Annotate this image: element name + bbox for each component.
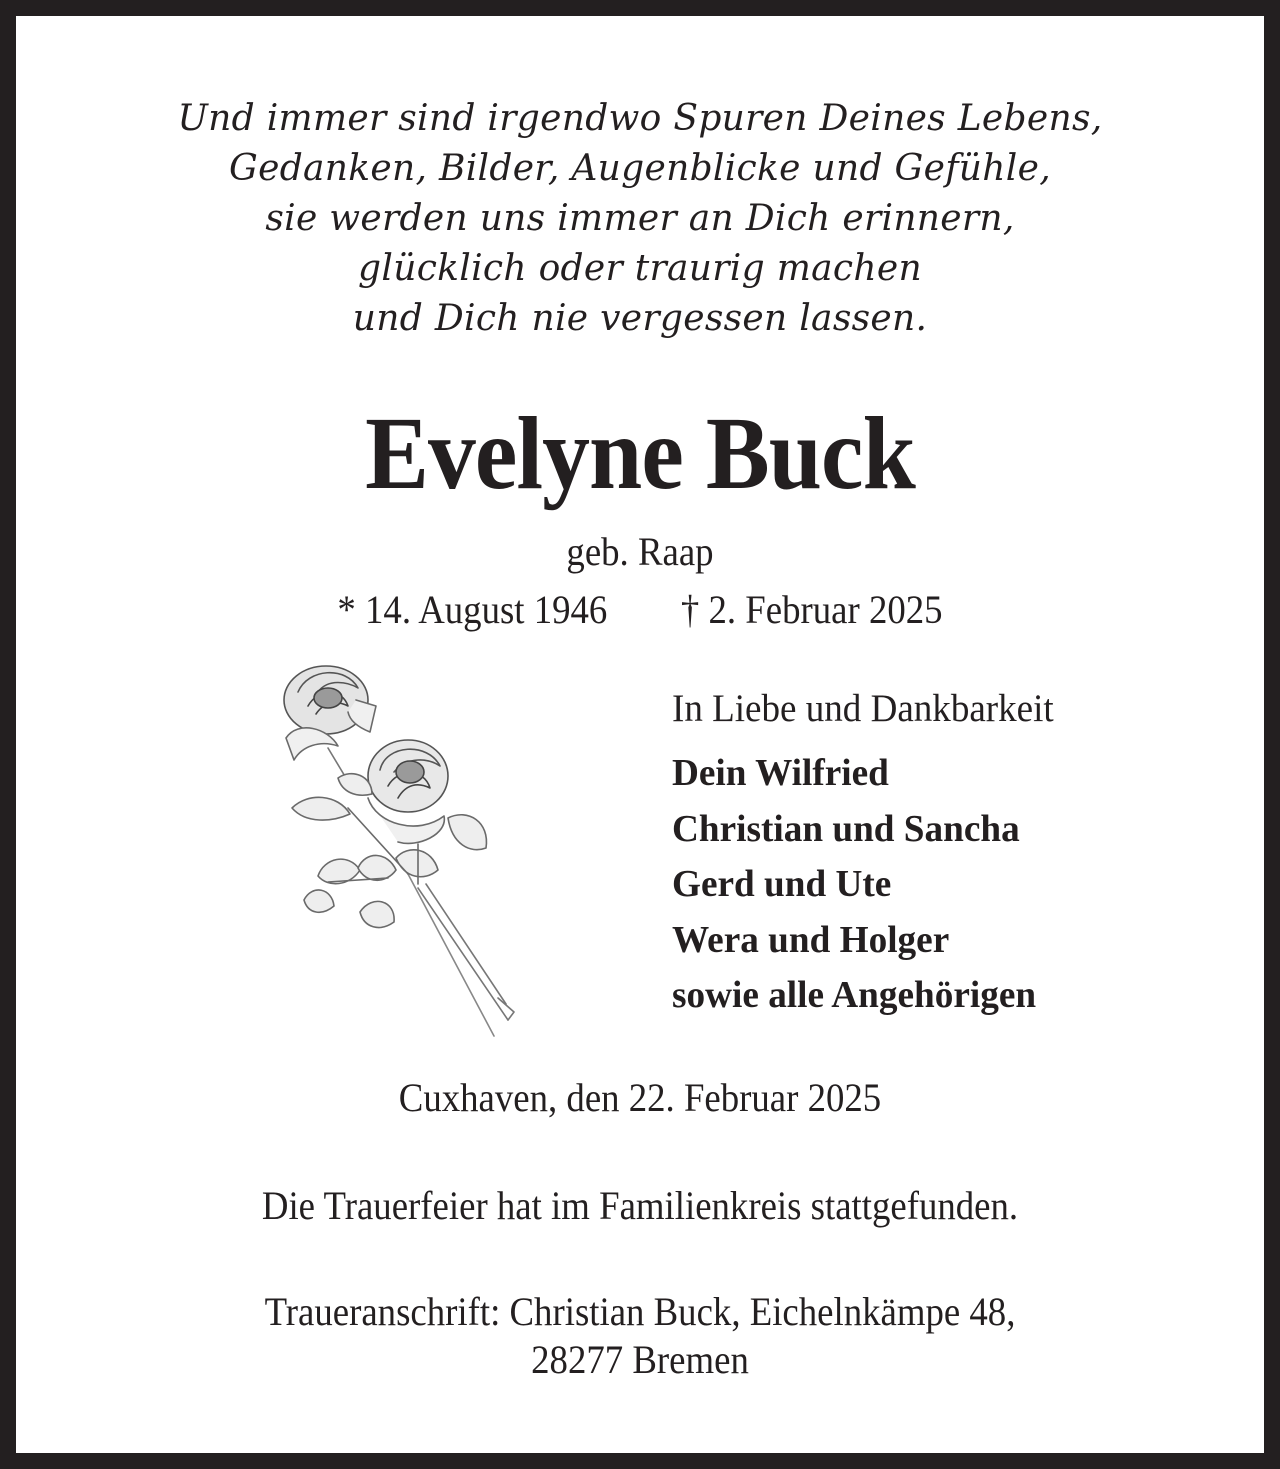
mourners-list <box>672 746 1074 1024</box>
address-line: Traueranschrift: Christian Buck, Eichelnkämpe 48, <box>264 1289 1016 1334</box>
condolence-address <box>66 1288 1214 1384</box>
obituary-notice <box>16 16 1264 1453</box>
address-line: 28277 Bremen <box>531 1337 749 1382</box>
life-dates <box>66 586 1214 634</box>
death-date: † 2. Februar 2025 <box>680 587 943 632</box>
mourner-name: Wera und Holger <box>672 918 950 961</box>
mourners-block <box>672 684 1074 1024</box>
poem-line: sie werden uns immer an Dich erinnern, <box>265 198 1015 239</box>
deceased-name: Evelyne Buck <box>365 396 915 511</box>
poem-line: und Dich nie vergessen lassen. <box>352 298 928 339</box>
ceremony-note: Die Trauerfeier hat im Familienkreis stattgefunden. <box>261 1183 1019 1228</box>
mourner-name: Christian und Sancha <box>672 807 1020 850</box>
mourner-name: Gerd und Ute <box>672 863 892 905</box>
poem-line: glücklich oder traurig machen <box>358 248 922 289</box>
poem-line: Gedanken, Bilder, Augenblicke und Gefühle, <box>229 148 1051 189</box>
birth-date: * 14. August 1946 <box>337 587 608 632</box>
mourners-intro: In Liebe und Dankbarkeit <box>672 687 1054 730</box>
mourner-name: sowie alle Angehörigen <box>672 974 1037 1016</box>
poem-line: Und immer sind irgendwo Spuren Deines Lebens, <box>177 98 1103 139</box>
maiden-name: geb. Raap <box>566 529 714 574</box>
place-and-date: Cuxhaven, den 22. Februar 2025 <box>398 1075 882 1120</box>
mourner-name: Dein Wilfried <box>672 752 889 794</box>
memorial-poem <box>16 94 1264 344</box>
rose-bouquet-icon <box>268 648 520 1040</box>
